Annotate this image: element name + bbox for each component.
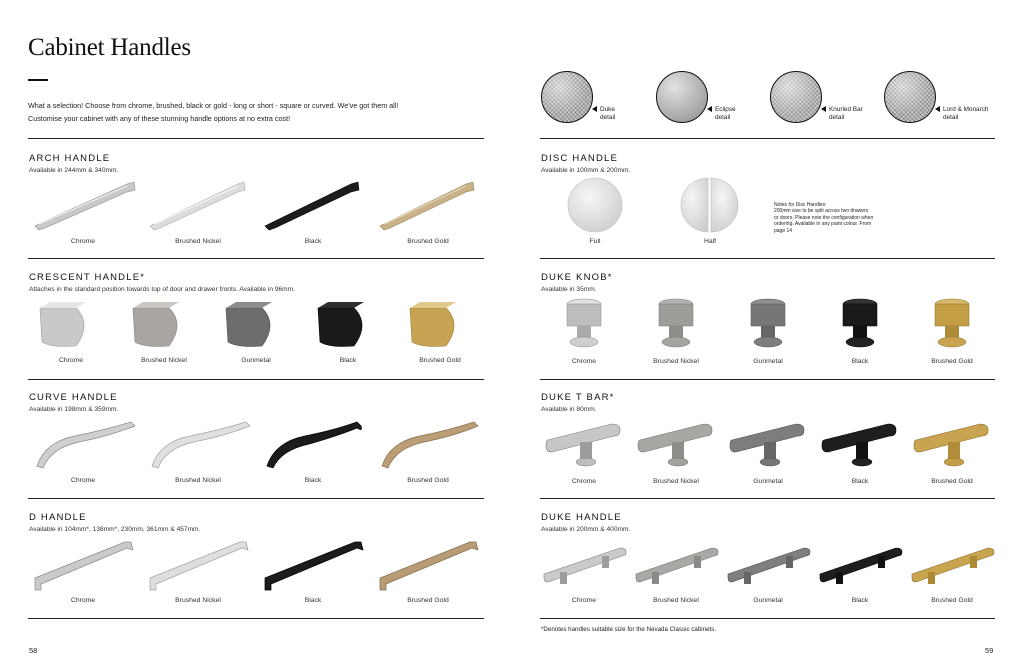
arch-label-brushed-nickel: Brushed Nickel (175, 238, 221, 245)
page-title: Cabinet Handles (28, 34, 191, 61)
curve-label-brushed-nickel: Brushed Nickel (175, 477, 221, 484)
section-divider (28, 379, 484, 380)
d-label-black: Black (304, 597, 322, 604)
knurled-bar-detail-label: Knurled Bar detail (821, 106, 863, 122)
duke-knob-images (540, 296, 1000, 358)
pointer-triangle-icon (592, 106, 597, 112)
section-divider (28, 138, 484, 139)
disc-handle-half (681, 178, 738, 232)
duke-handle-title: DUKE HANDLE (541, 512, 622, 523)
duke-handle-brushed-nickel (636, 548, 718, 584)
disc-handle-notes: Notes for Disc Handles: 200mm size to be split across two drawers or doors. Please note the configuration when ordering. Available in any paint colour. From page 14 (774, 202, 874, 234)
crescent-label-gunmetal: Gunmetal (241, 357, 271, 364)
curve-handle-title: CURVE HANDLE (29, 392, 118, 403)
duke-handle-black (820, 548, 902, 584)
disc-handle-images (560, 178, 760, 236)
arch-label-brushed-gold: Brushed Gold (407, 238, 449, 245)
eclipse-detail-image (656, 71, 708, 123)
arch-handle-images (30, 178, 490, 238)
duke-handle-images (540, 540, 1000, 596)
crescent-label-brushed-nickel: Brushed Nickel (141, 357, 187, 364)
duke-tbar-brushed-nickel (638, 424, 712, 466)
crescent-handle-brushed-nickel (133, 302, 179, 347)
footnote: *Denotes handles suitable size for the Nevada Classic cabinets. (541, 626, 717, 633)
page-number-right: 59 (985, 646, 994, 655)
crescent-handle-gunmetal (226, 302, 272, 347)
arch-handle-title: ARCH HANDLE (29, 153, 111, 164)
curve-label-brushed-gold: Brushed Gold (407, 477, 449, 484)
duke-knob-brushed-nickel (659, 299, 693, 347)
duke-tbar-gunmetal (730, 424, 804, 466)
duke-tbar-label-brushed-gold: Brushed Gold (931, 478, 973, 485)
eclipse-detail-label: Eclipse detail (707, 106, 736, 122)
duke-handle-chrome (544, 548, 626, 584)
arch-label-chrome: Chrome (70, 238, 96, 245)
duke-knob-label-gunmetal: Gunmetal (753, 358, 783, 365)
intro-text (28, 100, 488, 125)
duke-knob-title: DUKE KNOB* (541, 272, 613, 283)
duke-detail-label: Duke detail (592, 106, 615, 122)
duke-knob-chrome (567, 299, 601, 347)
arch-handle-availability: Available in 244mm & 340mm. (29, 167, 119, 174)
duke-tbar-title: DUKE T BAR* (541, 392, 615, 403)
duke-tbar-images (540, 416, 1000, 478)
d-handle-title: D HANDLE (29, 512, 87, 523)
lord-monarch-detail-image (884, 71, 936, 123)
lord-monarch-detail-label: Lord & Monarch detail (935, 106, 988, 122)
intro-line-1: What a selection! Choose from chrome, brushed, black or gold - long or short - square or curved. We've got them all! (28, 101, 399, 110)
intro-line-2: Customise your cabinet with any of these stunning handle options at no extra cost! (28, 113, 291, 123)
knurled-bar-detail-image (770, 71, 822, 123)
section-divider (540, 379, 995, 380)
crescent-label-brushed-gold: Brushed Gold (419, 357, 461, 364)
disc-label-half: Half (703, 238, 717, 245)
disc-handle-availability: Available in 100mm & 200mm. (541, 167, 631, 174)
crescent-handle-brushed-gold (410, 302, 456, 347)
duke-tbar-black (822, 424, 896, 466)
page-number-left: 58 (29, 646, 38, 655)
crescent-label-chrome: Chrome (58, 357, 84, 364)
d-handle-chrome (35, 542, 133, 590)
section-divider (540, 258, 995, 259)
crescent-handle-images (30, 298, 490, 358)
duke-tbar-availability: Available in 80mm. (541, 406, 597, 413)
arch-handle-brushed-gold (380, 182, 474, 230)
duke-tbar-brushed-gold (914, 424, 988, 466)
d-label-brushed-gold: Brushed Gold (407, 597, 449, 604)
duke-handle-label-gunmetal: Gunmetal (753, 597, 783, 604)
duke-knob-label-black: Black (851, 358, 869, 365)
duke-knob-black (843, 299, 877, 347)
section-divider (540, 618, 995, 619)
duke-detail-image (541, 71, 593, 123)
duke-handle-label-chrome: Chrome (571, 597, 597, 604)
section-divider (28, 618, 484, 619)
disc-handle-full (568, 178, 622, 232)
pointer-triangle-icon (821, 106, 826, 112)
duke-knob-gunmetal (751, 299, 785, 347)
duke-knob-label-brushed-nickel: Brushed Nickel (653, 358, 699, 365)
disc-label-full: Full (589, 238, 601, 245)
duke-handle-availability: Available in 200mm & 400mm. (541, 526, 631, 533)
duke-knob-availability: Available in 35mm. (541, 286, 597, 293)
crescent-handle-chrome (40, 302, 86, 347)
d-label-chrome: Chrome (70, 597, 96, 604)
curve-handle-brushed-gold (382, 422, 478, 468)
section-divider (28, 498, 484, 499)
duke-handle-label-brushed-nickel: Brushed Nickel (653, 597, 699, 604)
curve-handle-chrome (37, 422, 135, 468)
duke-knob-label-brushed-gold: Brushed Gold (931, 358, 973, 365)
pointer-triangle-icon (707, 106, 712, 112)
pointer-triangle-icon (935, 106, 940, 112)
duke-tbar-label-chrome: Chrome (571, 478, 597, 485)
crescent-handle-availability: Attaches in the standard position towards top of door and drawer fronts. Available in 96mm. (29, 286, 295, 293)
curve-handle-black (267, 422, 362, 468)
duke-tbar-label-black: Black (851, 478, 869, 485)
duke-knob-brushed-gold (935, 299, 969, 347)
d-handle-black (265, 542, 363, 590)
d-handle-availability: Available in 104mm*, 138mm*, 230mm, 361mm & 457mm. (29, 526, 201, 533)
crescent-handle-black (318, 302, 364, 347)
duke-tbar-label-gunmetal: Gunmetal (753, 478, 783, 485)
arch-label-black: Black (304, 238, 322, 245)
arch-handle-black (265, 182, 359, 230)
curve-handle-availability: Available in 198mm & 359mm. (29, 406, 119, 413)
arch-handle-chrome (35, 182, 135, 230)
curve-handle-brushed-nickel (152, 422, 250, 468)
d-handle-brushed-gold (380, 542, 478, 590)
section-divider (540, 138, 995, 139)
arch-handle-brushed-nickel (150, 182, 245, 230)
duke-handle-brushed-gold (912, 548, 994, 584)
duke-handle-gunmetal (728, 548, 810, 584)
duke-handle-label-brushed-gold: Brushed Gold (931, 597, 973, 604)
d-handle-images (30, 536, 490, 596)
d-handle-brushed-nickel (150, 542, 248, 590)
section-divider (28, 258, 484, 259)
title-underline (28, 79, 48, 81)
crescent-handle-title: CRESCENT HANDLE* (29, 272, 146, 283)
duke-tbar-chrome (546, 424, 620, 466)
duke-handle-label-black: Black (851, 597, 869, 604)
duke-tbar-label-brushed-nickel: Brushed Nickel (653, 478, 699, 485)
disc-handle-title: DISC HANDLE (541, 153, 619, 164)
curve-label-black: Black (304, 477, 322, 484)
duke-knob-label-chrome: Chrome (571, 358, 597, 365)
curve-handle-images (30, 416, 490, 476)
section-divider (540, 498, 995, 499)
curve-label-chrome: Chrome (70, 477, 96, 484)
d-label-brushed-nickel: Brushed Nickel (175, 597, 221, 604)
crescent-label-black: Black (339, 357, 357, 364)
